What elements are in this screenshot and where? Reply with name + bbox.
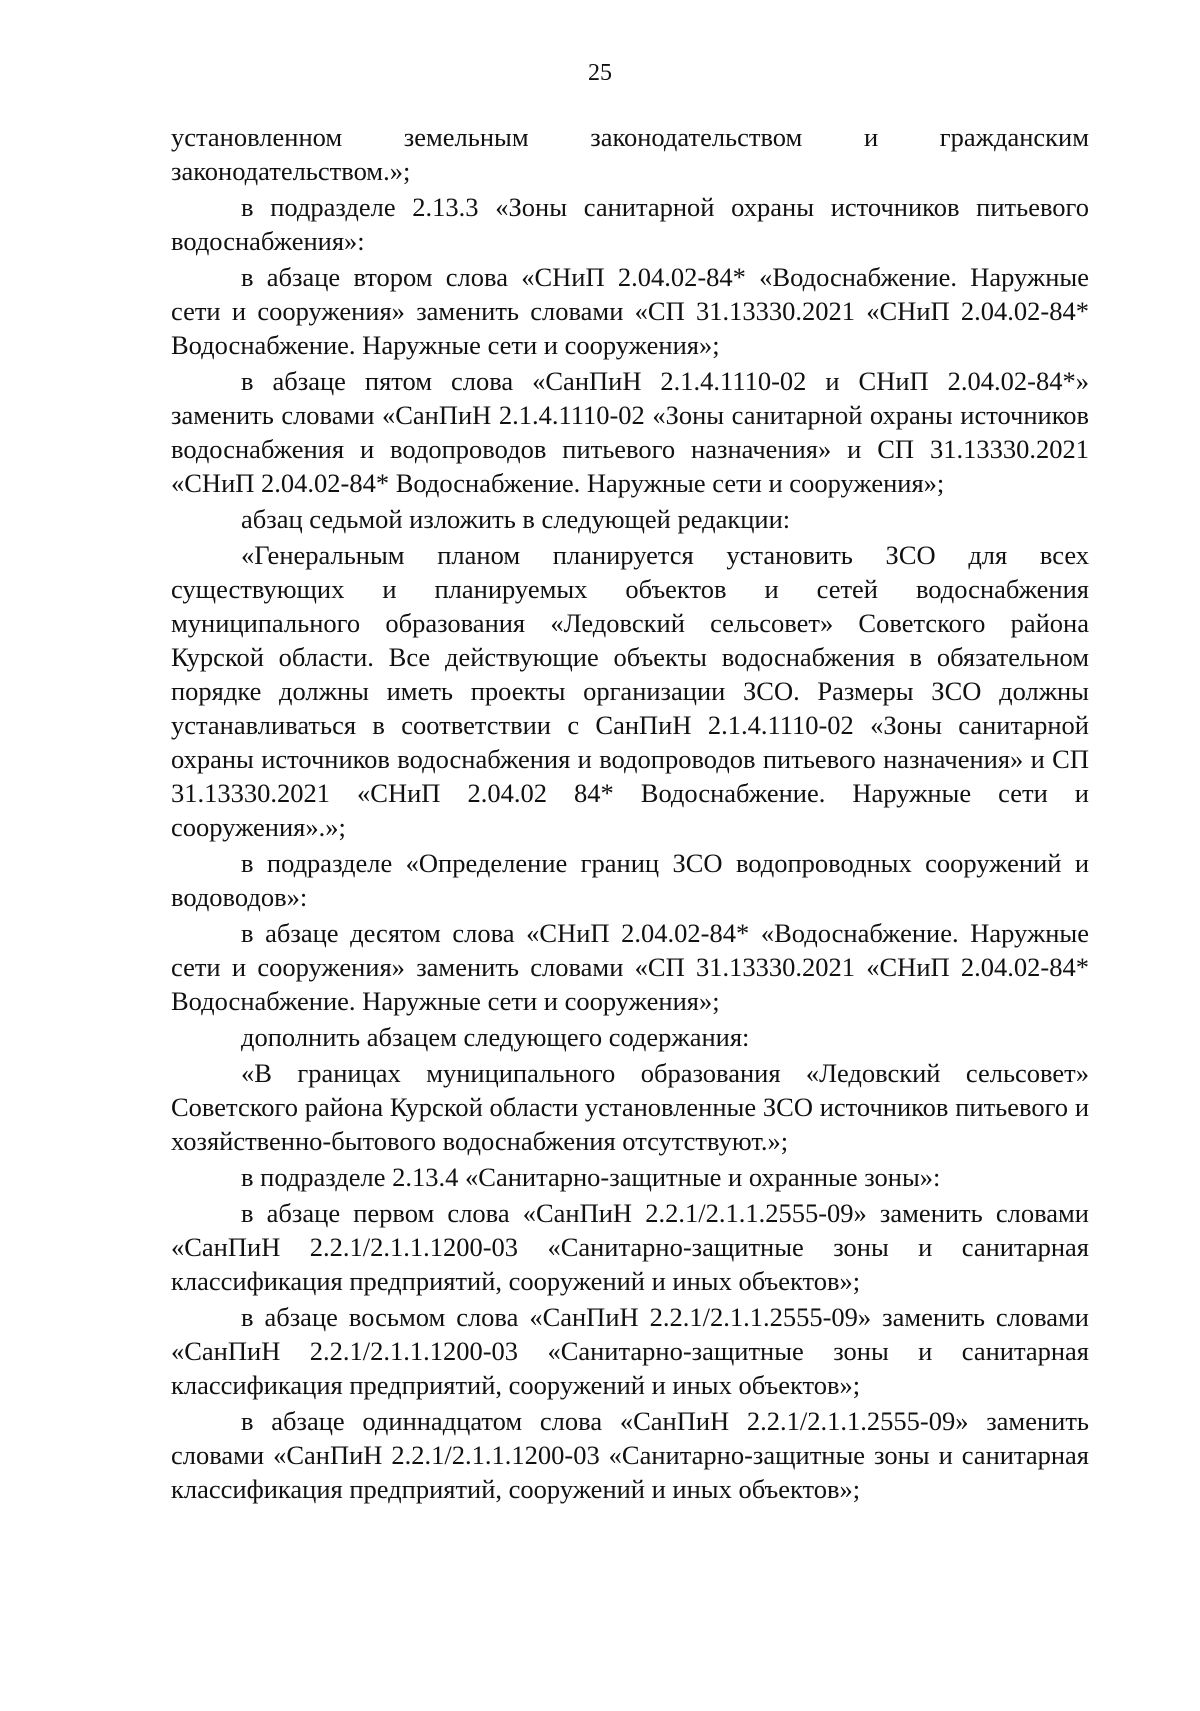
paragraph-9: дополнить абзацем следующего содержания: xyxy=(241,1022,750,1052)
paragraph-6: «Генеральным планом планируется установить ЗСО для всех существующих и планируемых объектов и сетей водоснабжения муниципального образования «Ледовский сельсовет» Советского района Курской области. Все действующие объекты водоснабжения в обязательном порядке должны иметь проекты организации ЗСО. Размеры ЗСО должны устанавливаться в соответствии с СанПиН 2.1.4.1110-02 «Зоны санитарной охраны источников водоснабжения и водопроводов питьевого назначения» и СП 31.13330.2021 «СНиП 2.04.02 84* Водоснабжение. Наружные сети и сооружения».»; xyxy=(171,540,1089,842)
paragraph-11: в подразделе 2.13.4 «Санитарно-защитные и охранные зоны»: xyxy=(241,1162,941,1192)
paragraph-3: в абзаце втором слова «СНиП 2.04.02-84* «Водоснабжение. Наружные сети и сооружения» заменить словами «СП 31.13330.2021 «СНиП 2.04.02-84* Водоснабжение. Наружные сети и сооружения»; xyxy=(171,262,1089,360)
paragraph-4: в абзаце пятом слова «СанПиН 2.1.4.1110-02 и СНиП 2.04.02-84*» заменить словами «СанПиН 2.1.4.1110-02 «Зоны санитарной охраны источников водоснабжения и водопроводов питьевого назначения» и СП 31.13330.2021 «СНиП 2.04.02-84* Водоснабжение. Наружные сети и сооружения»; xyxy=(171,366,1089,498)
paragraph-8: в абзаце десятом слова «СНиП 2.04.02-84* «Водоснабжение. Наружные сети и сооружения» заменить словами «СП 31.13330.2021 «СНиП 2.04.02-84* Водоснабжение. Наружные сети и сооружения»; xyxy=(171,918,1089,1016)
page-number: 25 xyxy=(588,60,612,86)
document-body xyxy=(171,120,1089,1506)
paragraph-2: в подразделе 2.13.3 «Зоны санитарной охраны источников питьевого водоснабжения»: xyxy=(171,192,1089,256)
paragraph-1: установленном земельным законодательством и гражданским законодательством.»; xyxy=(171,122,1089,186)
paragraph-5: абзац седьмой изложить в следующей редакции: xyxy=(241,504,791,534)
paragraph-7: в подразделе «Определение границ ЗСО водопроводных сооружений и водоводов»: xyxy=(171,848,1089,912)
paragraph-12: в абзаце первом слова «СанПиН 2.2.1/2.1.1.2555-09» заменить словами «СанПиН 2.2.1/2.1.1.1200-03 «Санитарно-защитные зоны и санитарная классификация предприятий, сооружений и иных объектов»; xyxy=(171,1198,1089,1296)
paragraph-10: «В границах муниципального образования «Ледовский сельсовет» Советского района Курской области установленные ЗСО источников питьевого и хозяйственно-бытового водоснабжения отсутствуют.»; xyxy=(171,1058,1089,1156)
paragraph-13: в абзаце восьмом слова «СанПиН 2.2.1/2.1.1.2555-09» заменить словами «СанПиН 2.2.1/2.1.1.1200-03 «Санитарно-защитные зоны и санитарная классификация предприятий, сооружений и иных объектов»; xyxy=(171,1302,1089,1400)
paragraph-14: в абзаце одиннадцатом слова «СанПиН 2.2.1/2.1.1.2555-09» заменить словами «СанПиН 2.2.1/2.1.1.1200-03 «Санитарно-защитные зоны и санитарная классификация предприятий, сооружений и иных объектов»; xyxy=(171,1406,1089,1504)
